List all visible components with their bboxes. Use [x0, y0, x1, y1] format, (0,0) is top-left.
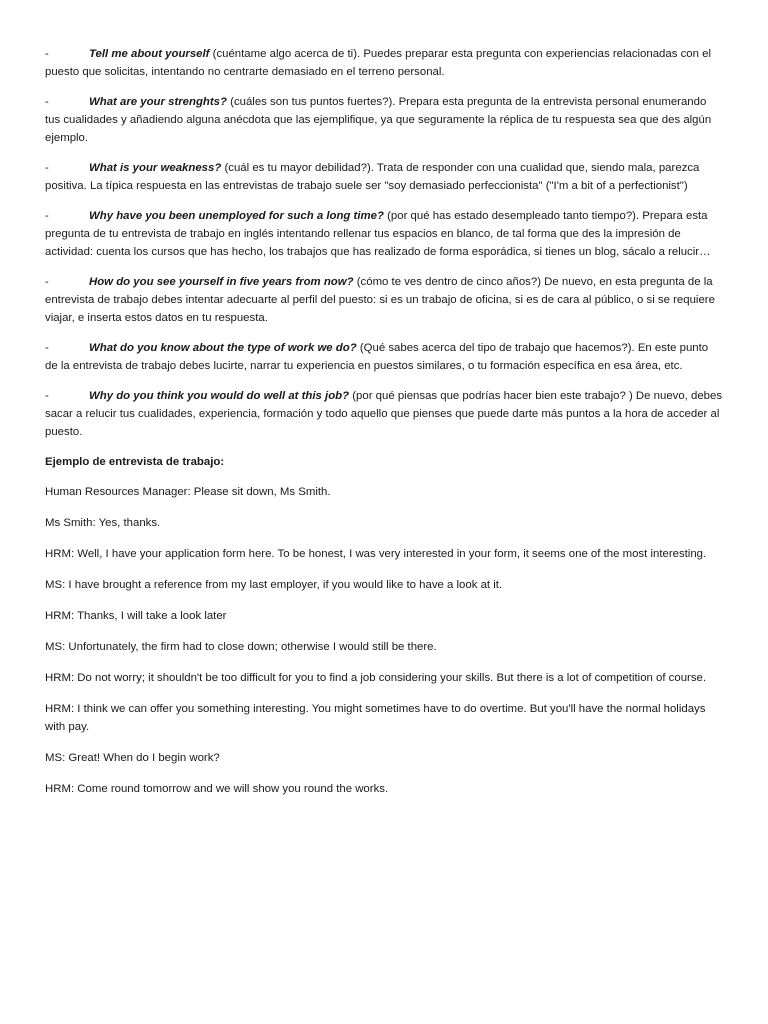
- example-heading: Ejemplo de entrevista de trabajo:: [45, 456, 225, 468]
- question-explanation: (cuáles son tus puntos fuertes?). Prepara esta pregunta de la entrevista personal enumerando tus cualidades y añadiendo alguna anécdota que las ejemplifique, ya que seguramente la réplica de tu respuesta sea que des algún ejemplo.: [45, 96, 712, 144]
- question-item: [45, 93, 723, 147]
- question-text: Why do you think you would do well at this job?: [89, 390, 350, 402]
- question-explanation: (por qué has estado desempleado tanto tiempo?). Prepara esta pregunta de tu entrevista de trabajo en inglés intentando rellenar tus espacios en blanco, de tal forma que des la impresión de actividad: cuenta los cursos que has hecho, los trabajos que has realizado de forma esporádica, si tienes un blog, sácalo a relucir…: [45, 210, 711, 258]
- question-explanation: (Qué sabes acerca del tipo de trabajo que hacemos?). En este punto de la entrevista de trabajo debes lucirte, narrar tu experiencia en puestos similares, o tu formación específica en esa área, etc.: [45, 342, 709, 372]
- interview-questions-list: [45, 45, 723, 441]
- question-explanation: (cómo te ves dentro de cinco años?) De nuevo, en esta pregunta de la entrevista de trabajo debes intentar adecuarte al perfil del puesto: si es un trabajo de oficina, si es de cara al público, o si se requiere viajar, e inserta estos datos en tu respuesta.: [45, 276, 715, 324]
- question-text: What is your weakness?: [89, 162, 222, 174]
- question-text: How do you see yourself in five years from now?: [89, 276, 354, 288]
- question-item: [45, 339, 723, 375]
- question-text: Tell me about yourself: [89, 48, 210, 60]
- question-explanation: (por qué piensas que podrías hacer bien este trabajo? ) De nuevo, debes sacar a relucir tus cualidades, experiencia, formación y todo aquello que pienses que puede darte más puntos a la hora de acceder al puesto.: [45, 390, 723, 438]
- dialogue-line: MS: Unfortunately, the firm had to close down; otherwise I would still be there.: [45, 641, 437, 653]
- question-item: [45, 45, 723, 81]
- dialogue-line: HRM: Thanks, I will take a look later: [45, 610, 227, 622]
- question-text: What do you know about the type of work we do?: [89, 342, 357, 354]
- dialogue-line: HRM: Do not worry; it shouldn't be too difficult for you to find a job considering your skills. But there is a lot of competition of course.: [45, 672, 707, 684]
- interview-dialogue: [45, 483, 723, 798]
- dialogue-line: Human Resources Manager: Please sit down, Ms Smith.: [45, 486, 331, 498]
- question-explanation: (cuéntame algo acerca de ti). Puedes preparar esta pregunta con experiencias relacionadas con el puesto que solicitas, intentando no centrarte demasiado en el terreno personal.: [45, 48, 711, 78]
- question-text: Why have you been unemployed for such a long time?: [89, 210, 384, 222]
- dialogue-line: HRM: Come round tomorrow and we will show you round the works.: [45, 783, 389, 795]
- question-explanation: (cuál es tu mayor debilidad?). Trata de responder con una cualidad que, siendo mala, parezca positiva. La típica respuesta en las entrevistas de trabajo suele ser "soy demasiado perfeccionista" ("I'm a bit of a perfectionist"): [45, 162, 700, 192]
- bullet-dash: -: [45, 390, 49, 402]
- dialogue-line: HRM: Well, I have your application form here. To be honest, I was very interested in your form, it seems one of the most interesting.: [45, 548, 707, 560]
- question-item: [45, 207, 723, 261]
- bullet-dash: -: [45, 48, 49, 60]
- bullet-dash: -: [45, 162, 49, 174]
- bullet-dash: -: [45, 96, 49, 108]
- dialogue-line: HRM: I think we can offer you something interesting. You might sometimes have to do overtime. But you'll have the normal holidays with pay.: [45, 703, 706, 733]
- bullet-dash: -: [45, 342, 49, 354]
- dialogue-line: MS: Great! When do I begin work?: [45, 752, 220, 764]
- question-item: [45, 159, 723, 195]
- dialogue-line: Ms Smith: Yes, thanks.: [45, 517, 161, 529]
- question-item: [45, 273, 723, 327]
- question-item: [45, 387, 723, 441]
- dialogue-line: MS: I have brought a reference from my last employer, if you would like to have a look at it.: [45, 579, 503, 591]
- question-text: What are your strenghts?: [89, 96, 227, 108]
- bullet-dash: -: [45, 276, 49, 288]
- bullet-dash: -: [45, 210, 49, 222]
